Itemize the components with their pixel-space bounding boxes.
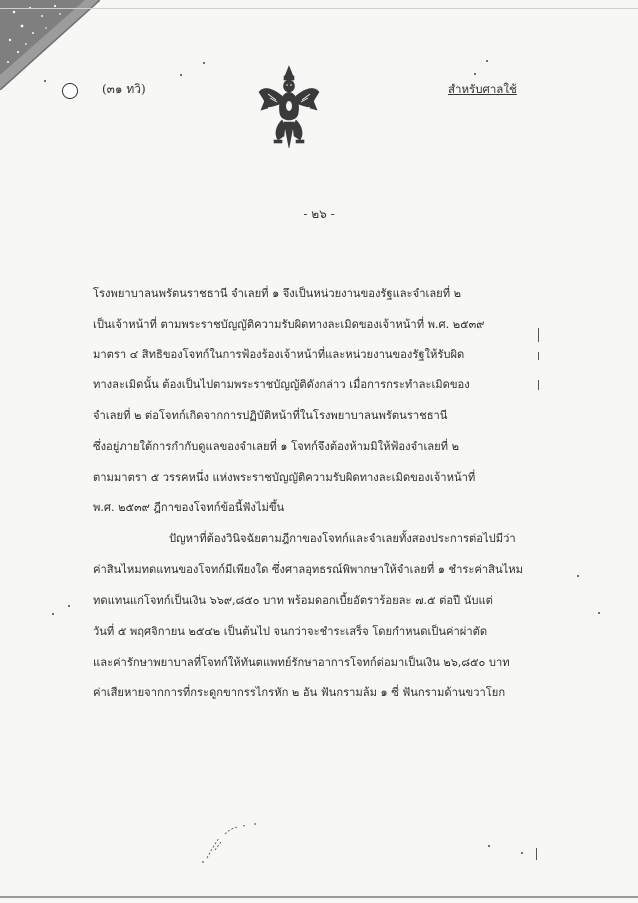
scan-speck — [180, 74, 182, 76]
form-code: (๓๑ ทวิ) — [102, 82, 146, 96]
court-use-label: สำหรับศาลใช้ — [448, 82, 517, 96]
body-line: เป็นเจ้าหน้าที่ ตามพระราชบัญญัติความรับผิดทางละเมิดของเจ้าหน้าที่ พ.ศ. ๒๕๓๙ — [93, 318, 485, 331]
body-line: วันที่ ๕ พฤศจิกายน ๒๕๔๒ เป็นต้นไป จนกว่าจะชำระเสร็จ โดยกำหนดเป็นค่าผ่าตัด — [93, 625, 488, 638]
margin-mark — [538, 352, 539, 360]
scan-speck — [598, 612, 600, 614]
scribble-mark — [185, 820, 285, 865]
margin-mark — [538, 328, 539, 342]
scan-edge-line — [0, 8, 638, 9]
body-line: ค่าสินไหมทดแทนของโจทก์มีเพียงใด ซึ่งศาลอุทธรณ์พิพากษาให้จำเลยที่ ๑ ชำระค่าสินไหม — [93, 563, 523, 576]
punch-hole — [62, 83, 78, 99]
scan-speck — [44, 80, 46, 82]
body-line: ค่าเสียหายจากการที่กระดูกขากรรไกรหัก ๒ อัน ฟันกรามล้ม ๑ ซี่ ฟันกรามด้านขวาโยก — [93, 686, 506, 699]
scan-speck — [486, 60, 488, 62]
scan-speck — [203, 62, 205, 64]
scan-speck — [68, 605, 70, 607]
body-line: จำเลยที่ ๒ ต่อโจทก์เกิดจากการปฏิบัติหน้าที่ในโรงพยาบาลนพรัตนราชธานี — [93, 409, 448, 422]
body-line: มาตรา ๔ สิทธิของโจทก์ในการฟ้องร้องเจ้าหน้าที่และหน่วยงานของรัฐให้รับผิด — [93, 348, 465, 361]
body-line: และค่ารักษาพยาบาลที่โจทก์ให้ทันตแพทย์รักษาอาการโจทก์ต่อมาเป็นเงิน ๒๖,๘๕๐ บาท — [93, 656, 510, 669]
scan-speck — [577, 575, 579, 577]
margin-mark — [536, 848, 537, 860]
garuda-emblem-icon — [258, 64, 320, 150]
body-line: ทางละเมิดนั้น ต้องเป็นไปตามพระราชบัญญัติดังกล่าว เมื่อการกระทำละเมิดของ — [93, 378, 470, 391]
body-line: ทดแทนแก่โจทก์เป็นเงิน ๖๖๙,๘๕๐ บาท พร้อมดอกเบี้ยอัตราร้อยละ ๗.๕ ต่อปี นับแต่ — [93, 594, 493, 607]
page-number: - ๒๖ - — [303, 207, 335, 221]
scan-speck — [474, 73, 476, 75]
scan-speck — [52, 613, 54, 615]
body-line: ตามมาตรา ๕ วรรคหนึ่ง แห่งพระราชบัญญัติความรับผิดทางละเมิดของเจ้าหน้าที่ — [93, 471, 476, 484]
scan-speck — [521, 852, 523, 854]
paragraph-first-line: ปัญหาที่ต้องวินิจฉัยตามฎีกาของโจทก์และจำเลยทั้งสองประการต่อไปมีว่า — [169, 532, 516, 545]
scan-speck — [488, 845, 490, 847]
scan-bottom-edge — [0, 896, 638, 898]
scanned-corner-noise — [0, 0, 100, 90]
body-line: โรงพยาบาลนพรัตนราชธานี จำเลยที่ ๑ จึงเป็นหน่วยงานของรัฐและจำเลยที่ ๒ — [93, 287, 462, 300]
margin-mark — [538, 380, 539, 390]
body-line: ซึ่งอยู่ภายใต้การกำกับดูแลของจำเลยที่ ๑ โจทก์จึงต้องห้ามมิให้ฟ้องจำเลยที่ ๒ — [93, 440, 459, 453]
body-line: พ.ศ. ๒๕๓๙ ฎีกาของโจทก์ข้อนี้ฟังไม่ขึ้น — [93, 501, 285, 514]
